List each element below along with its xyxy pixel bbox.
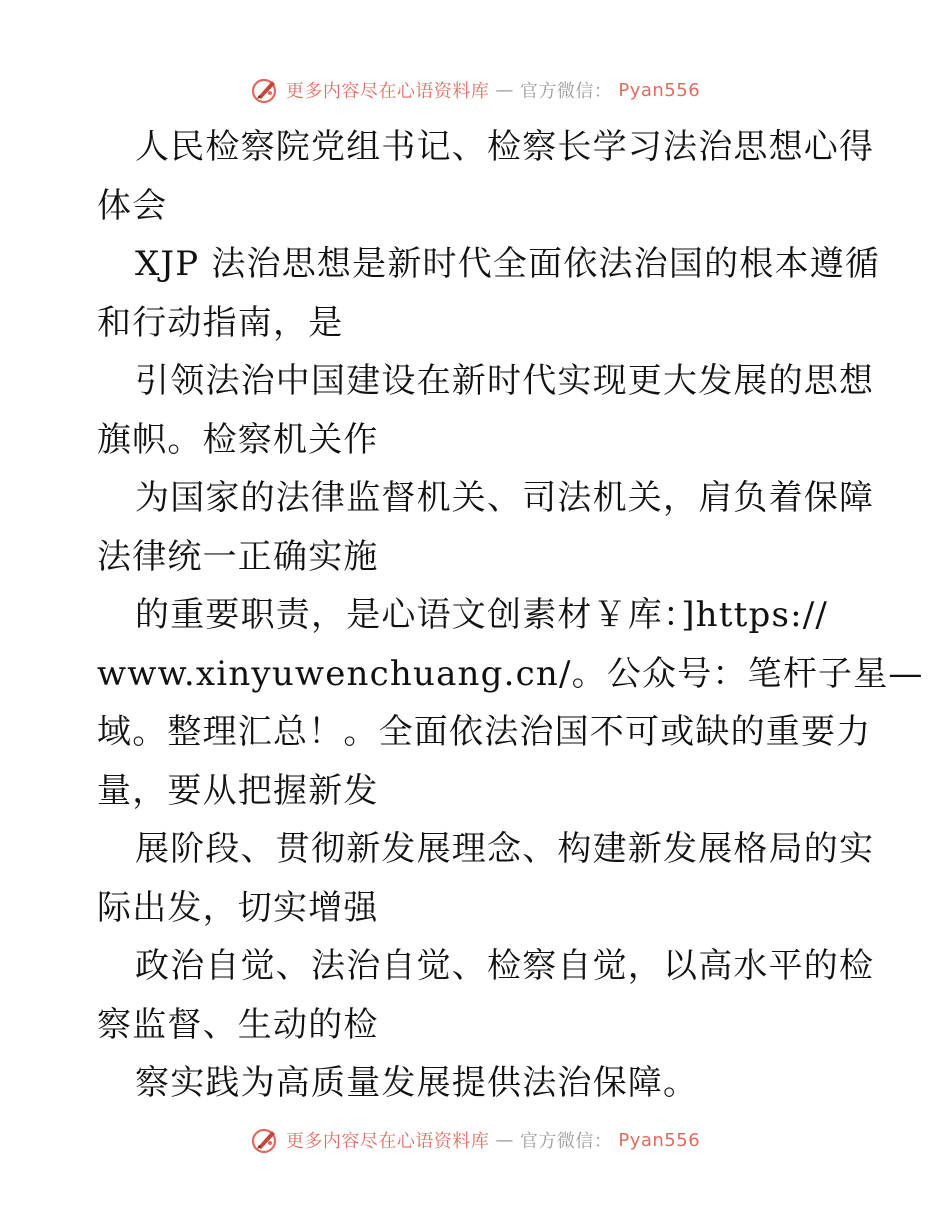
banner-promo-text: 更多内容尽在心语资料库 [285,81,490,102]
paragraph-line: 的重要职责，是心语文创素材￥库：]https:// [135,595,829,635]
banner-wechat-label: 官方微信： [519,81,613,102]
quill-pen-logo-icon [250,1125,280,1155]
paragraph-line: 展阶段、贯彻新发展理念、构建新发展格局的实 [135,829,875,869]
banner-promo-text: 更多内容尽在心语资料库 [285,1131,490,1152]
paragraph-line: 量，要从把握新发 [97,770,379,811]
banner-wechat-id: Pyan556 [618,79,701,101]
header-watermark-banner [0,70,950,110]
document-title-line: 体会 [97,185,168,226]
paragraph-line: 引领法治中国建设在新时代实现更大发展的思想 [135,361,875,401]
paragraph-line: XJP 法治思想是新时代全面依法治国的根本遵循 [135,244,881,284]
paragraph-line: 域。整理汇总！。全面依法治国不可或缺的重要力 [97,712,872,752]
banner-wechat-label: 官方微信： [519,1131,613,1152]
banner-wechat-id: Pyan556 [618,1129,701,1151]
paragraph-line: 和行动指南，是 [97,302,344,343]
paragraph-line: 察实践为高质量发展提供法治保障。 [135,1063,699,1103]
banner-dash: — [495,79,514,101]
paragraph-line: 旗帜。检察机关作 [97,419,379,460]
paragraph-line: www.xinyuwenchuang.cn/。公众号：笔杆子星— [97,653,924,694]
quill-pen-logo-icon [250,75,280,105]
banner-dash: — [495,1129,514,1151]
paragraph-line: 法律统一正确实施 [97,536,379,577]
document-title-line: 人民检察院党组书记、检察长学习法治思想心得 [135,127,875,167]
paragraph-line: 为国家的法律监督机关、司法机关，肩负着保障 [135,478,875,518]
paragraph-line: 政治自觉、法治自觉、检察自觉，以高水平的检 [135,946,875,986]
paragraph-line: 际出发，切实增强 [97,887,379,928]
footer-watermark-banner [0,1120,950,1160]
paragraph-line: 察监督、生动的检 [97,1004,379,1045]
document-body [97,118,924,1113]
